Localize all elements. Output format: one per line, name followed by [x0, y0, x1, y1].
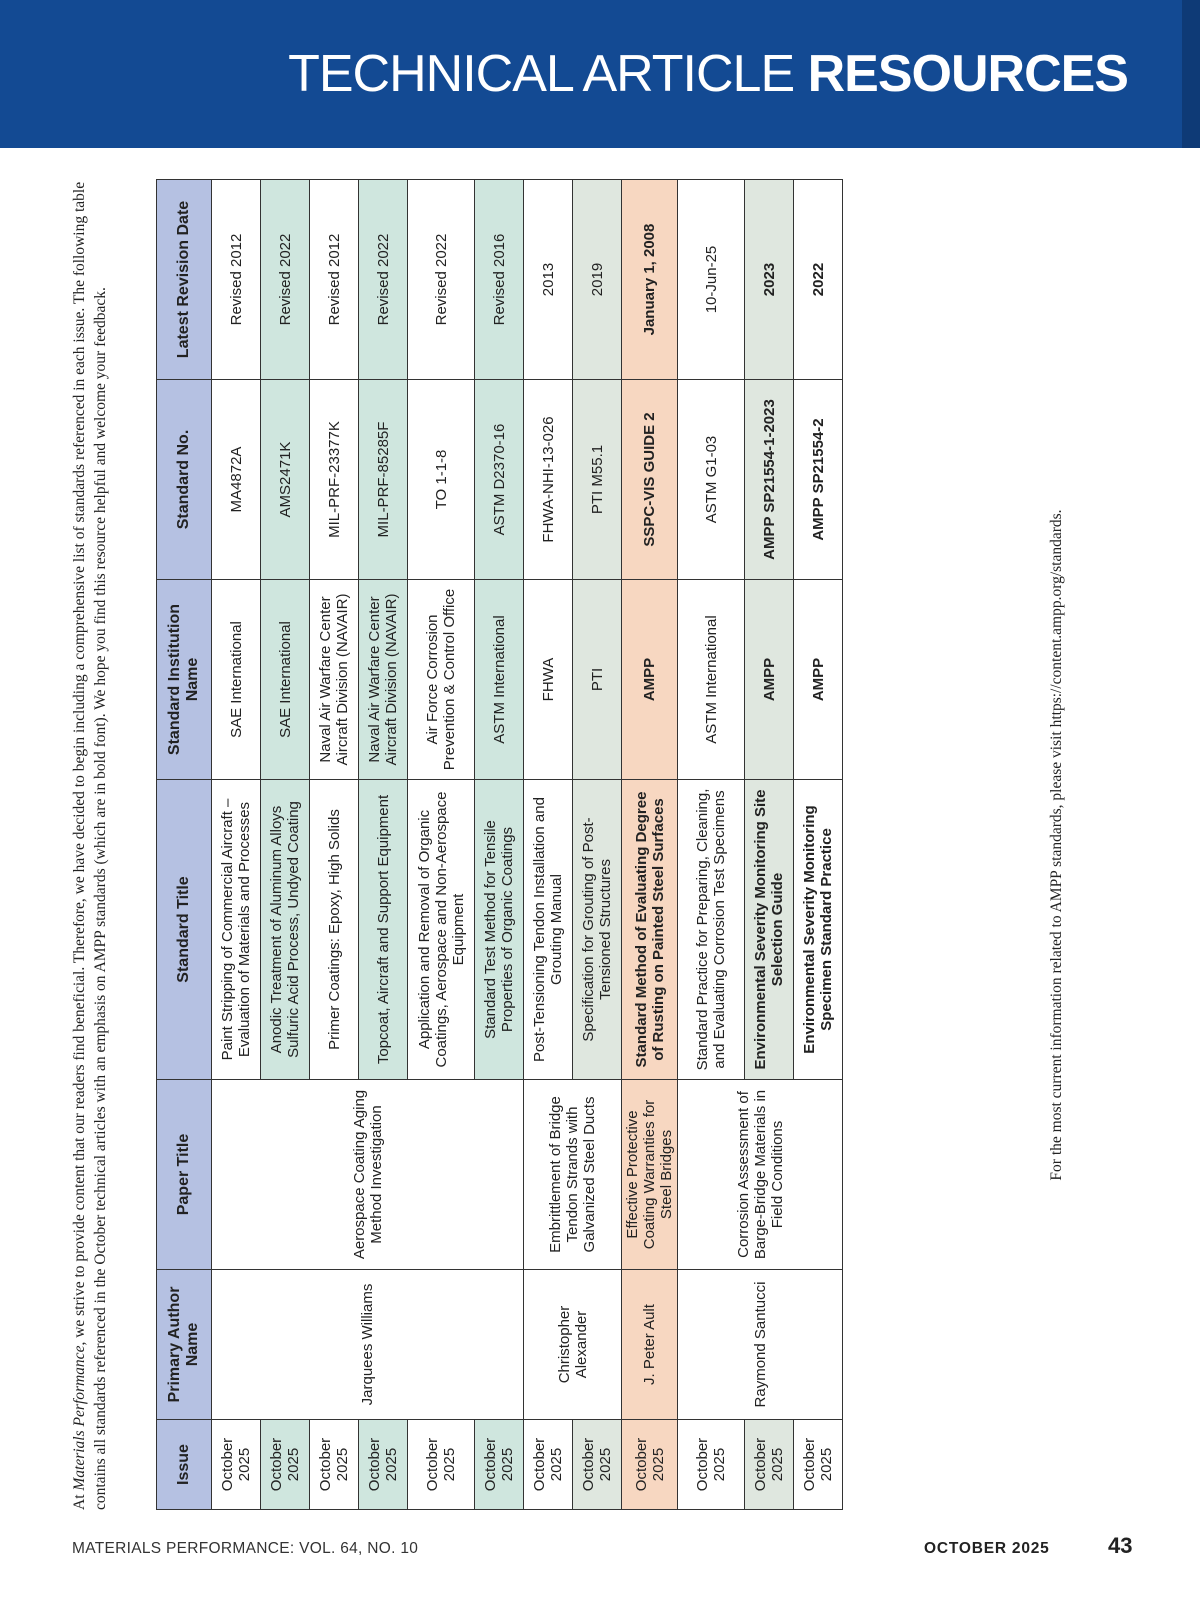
footnote: For the most current information related to AMPP standards, please visit https://content.ampp.org/standards.	[1048, 509, 1065, 1181]
page-title-bold: RESOURCES	[807, 45, 1128, 103]
cell-institution: ASTM International	[475, 580, 524, 780]
cell-standard-title: Environmental Severity Monitoring Specimen Standard Practice	[794, 780, 843, 1080]
cell-standard-title: Primer Coatings: Epoxy, High Solids	[310, 780, 359, 1080]
cell-revision: Revised 2012	[212, 180, 261, 380]
cell-standard-title: Standard Method of Evaluating Degree of Rusting on Painted Steel Surfaces	[622, 780, 678, 1080]
cell-issue: October 2025	[408, 1420, 475, 1510]
cell-revision: Revised 2022	[408, 180, 475, 380]
banner-edge	[1182, 0, 1200, 148]
col-paper-title: Paper Title	[157, 1080, 212, 1270]
cell-revision: Revised 2012	[310, 180, 359, 380]
intro-paragraph	[70, 170, 111, 1510]
rotated-content	[70, 170, 1100, 1510]
cell-paper-title: Embrittlement of Bridge Tendon Strands with Galvanized Steel Ducts	[524, 1080, 622, 1270]
cell-author: Christopher Alexander	[524, 1270, 622, 1420]
cell-revision: 2019	[573, 180, 622, 380]
page-number: 43	[1108, 1533, 1133, 1558]
cell-paper-title: Corrosion Assessment of Barge-Bridge Materials in Field Conditions	[678, 1080, 843, 1270]
col-revision-date: Latest Revision Date	[157, 180, 212, 380]
page-title-light: TECHNICAL ARTICLE	[288, 45, 795, 103]
cell-standard-no: FHWA-NHI-13-026	[524, 380, 573, 580]
cell-standard-no: TO 1-1-8	[408, 380, 475, 580]
intro-body: , we strive to provide content that our readers find beneficial. Therefore, we have decided to begin including a comprehensive list of standards referenced in each issue. The following table contains all standards referenced in the October technical articles with an emphasis on AMPP standards (which are in bold font). We hope you find this resource helpful and welcome your feedback.	[71, 181, 109, 1510]
cell-standard-no: MIL-PRF-85285F	[359, 380, 408, 580]
cell-standard-no: AMPP SP21554-2	[794, 380, 843, 580]
table-row	[212, 180, 261, 1510]
cell-standard-no: AMS2471K	[261, 380, 310, 580]
cell-standard-title: Environmental Severity Monitoring Site Selection Guide	[745, 780, 794, 1080]
col-author: Primary Author Name	[157, 1270, 212, 1420]
cell-institution: AMPP	[622, 580, 678, 780]
cell-institution: SAE International	[212, 580, 261, 780]
cell-issue: October 2025	[678, 1420, 745, 1510]
cell-institution: Air Force Corrosion Prevention & Control Office	[408, 580, 475, 780]
cell-standard-no: MIL-PRF-23377K	[310, 380, 359, 580]
cell-issue: October 2025	[212, 1420, 261, 1510]
table-header-row	[157, 180, 212, 1510]
footer-publication: MATERIALS PERFORMANCE: VOL. 64, NO. 10	[72, 1540, 419, 1557]
cell-revision: January 1, 2008	[622, 180, 678, 380]
table-row	[524, 180, 573, 1510]
cell-issue: October 2025	[794, 1420, 843, 1510]
cell-standard-no: PTI M55.1	[573, 380, 622, 580]
cell-institution: AMPP	[794, 580, 843, 780]
cell-standard-no: AMPP SP21554-1-2023	[745, 380, 794, 580]
cell-standard-title: Anodic Treatment of Aluminum Alloys Sulfuric Acid Process, Undyed Coating	[261, 780, 310, 1080]
cell-issue: October 2025	[475, 1420, 524, 1510]
cell-institution: ASTM International	[678, 580, 745, 780]
cell-issue: October 2025	[622, 1420, 678, 1510]
footer-month: OCTOBER 2025	[924, 1540, 1050, 1557]
cell-standard-title: Specification for Grouting of Post-Tensioned Structures	[573, 780, 622, 1080]
cell-standard-no: MA4872A	[212, 380, 261, 580]
cell-standard-title: Standard Test Method for Tensile Properties of Organic Coatings	[475, 780, 524, 1080]
cell-issue: October 2025	[573, 1420, 622, 1510]
cell-revision: 2013	[524, 180, 573, 380]
cell-standard-title: Post-Tensioning Tendon Installation and Grouting Manual	[524, 780, 573, 1080]
cell-author: J. Peter Ault	[622, 1270, 678, 1420]
cell-revision: 2023	[745, 180, 794, 380]
cell-standard-no: ASTM D2370-16	[475, 380, 524, 580]
cell-institution: FHWA	[524, 580, 573, 780]
cell-revision: Revised 2016	[475, 180, 524, 380]
col-standard-title: Standard Title	[157, 780, 212, 1080]
col-institution: Standard Institution Name	[157, 580, 212, 780]
cell-standard-title: Topcoat, Aircraft and Support Equipment	[359, 780, 408, 1080]
cell-standard-no: SSPC-VIS GUIDE 2	[622, 380, 678, 580]
header-banner	[0, 0, 1200, 148]
page-title	[288, 44, 1128, 104]
cell-revision: Revised 2022	[261, 180, 310, 380]
cell-revision: 2022	[794, 180, 843, 380]
cell-issue: October 2025	[310, 1420, 359, 1510]
table-row	[622, 180, 678, 1510]
intro-lead: At	[71, 1490, 88, 1510]
cell-institution: Naval Air Warfare Center Aircraft Division (NAVAIR)	[359, 580, 408, 780]
cell-standard-title: Standard Practice for Preparing, Cleaning, and Evaluating Corrosion Test Specimens	[678, 780, 745, 1080]
col-issue: Issue	[157, 1420, 212, 1510]
cell-standard-title: Application and Removal of Organic Coatings, Aerospace and Non-Aerospace Equipment	[408, 780, 475, 1080]
standards-table	[156, 179, 843, 1510]
cell-institution: AMPP	[745, 580, 794, 780]
cell-paper-title: Aerospace Coating Aging Method Investigation	[212, 1080, 524, 1270]
cell-revision: 10-Jun-25	[678, 180, 745, 380]
cell-institution: Naval Air Warfare Center Aircraft Division (NAVAIR)	[310, 580, 359, 780]
table-row	[678, 180, 745, 1510]
cell-issue: October 2025	[745, 1420, 794, 1510]
cell-paper-title: Effective Protective Coating Warranties for Steel Bridges	[622, 1080, 678, 1270]
cell-author: Raymond Santucci	[678, 1270, 843, 1420]
cell-issue: October 2025	[359, 1420, 408, 1510]
col-standard-no: Standard No.	[157, 380, 212, 580]
intro-magazine: Materials Performance	[71, 1345, 88, 1491]
cell-revision: Revised 2022	[359, 180, 408, 380]
cell-author: Jarquees Williams	[212, 1270, 524, 1420]
cell-standard-no: ASTM G1-03	[678, 380, 745, 580]
cell-issue: October 2025	[261, 1420, 310, 1510]
cell-institution: SAE International	[261, 580, 310, 780]
cell-issue: October 2025	[524, 1420, 573, 1510]
cell-institution: PTI	[573, 580, 622, 780]
cell-standard-title: Paint Stripping of Commercial Aircraft – Evaluation of Materials and Processes	[212, 780, 261, 1080]
